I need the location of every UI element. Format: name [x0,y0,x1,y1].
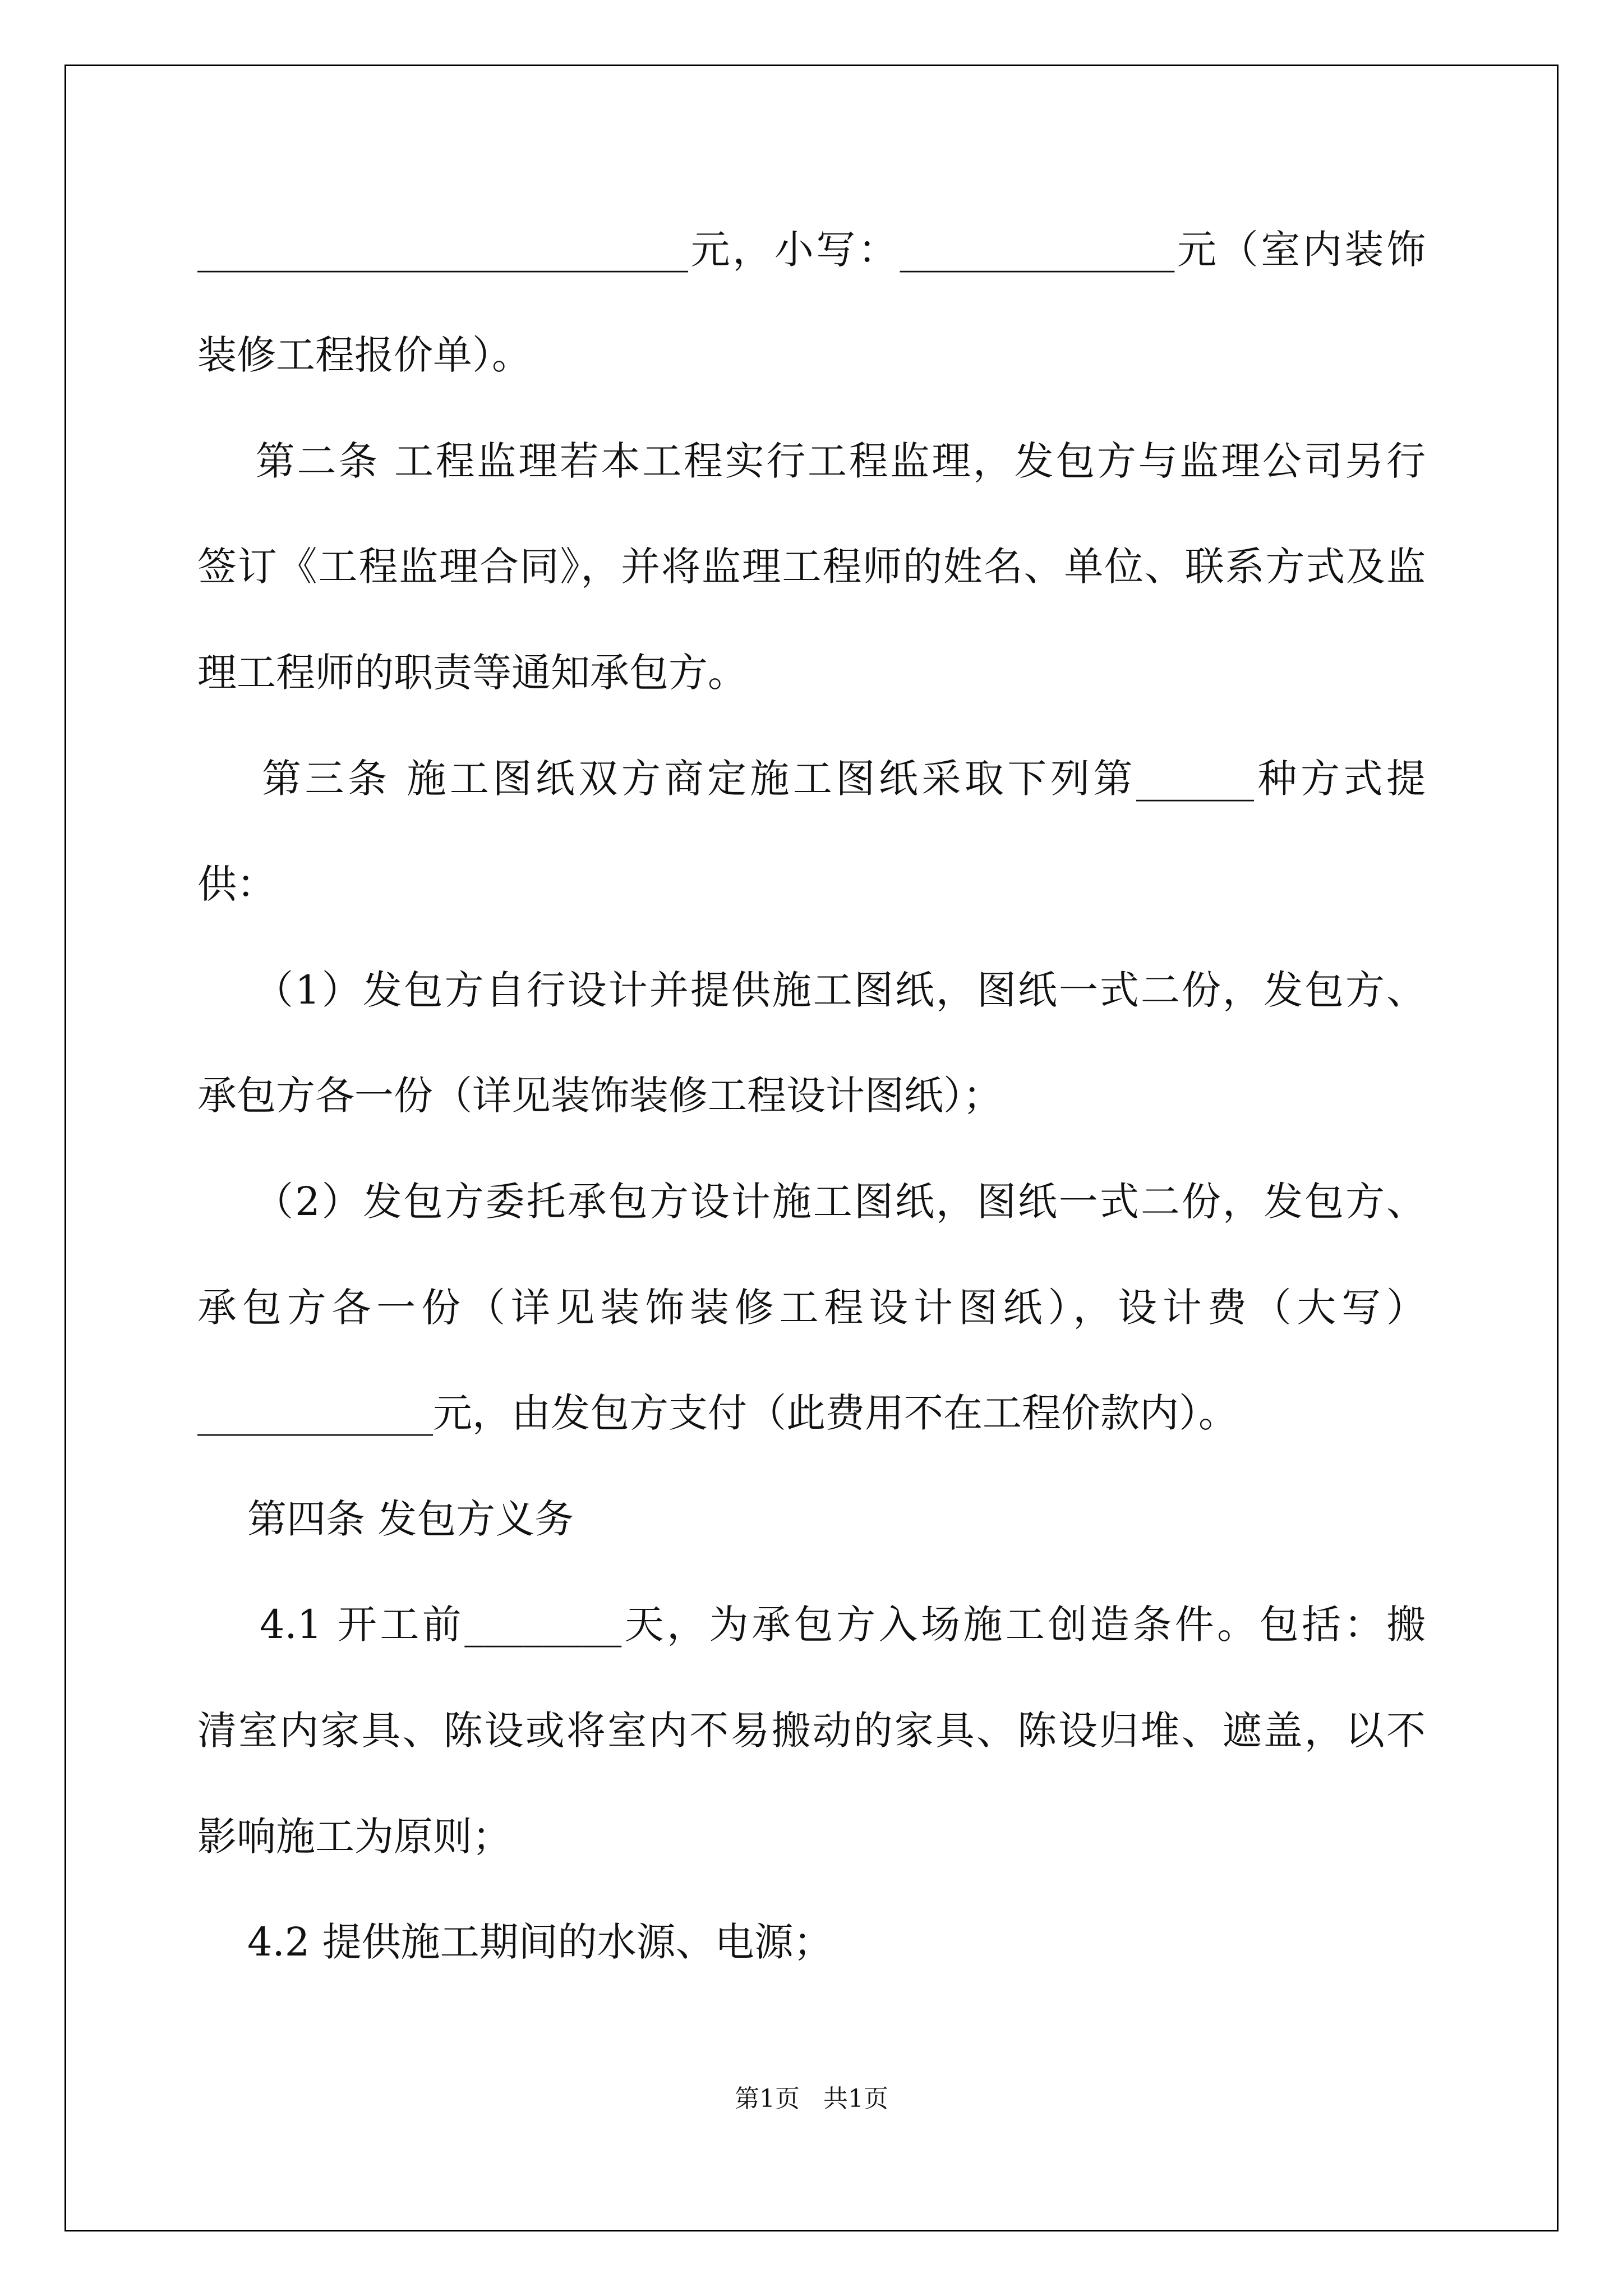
text-line: 理工程师的职责等通知承包方。 [197,650,747,696]
text-line: 第二条 工程监理若本工程实行工程监理，发包方与监理公司另行 [197,438,1426,484]
page-border [64,65,1559,2231]
text-line: 第四条 发包方义务 [197,1496,574,1542]
text-line: _________________________元，小写：______________元（室内装饰 [197,227,1426,273]
page-number: 第1页 共1页 [735,2085,888,2113]
text-line: （2）发包方委托承包方设计施工图纸，图纸一式二份，发包方、 [197,1179,1426,1225]
text-line: （1）发包方自行设计并提供施工图纸，图纸一式二份，发包方、 [197,967,1426,1013]
text-line: ____________元，由发包方支付（此费用不在工程价款内）。 [197,1390,1238,1436]
text-line: 4.2 提供施工期间的水源、电源； [197,1919,833,1965]
text-line: 供： [197,861,276,907]
text-line: 第三条 施工图纸双方商定施工图纸采取下列第______种方式提 [197,756,1426,802]
text-line: 影响施工为原则； [197,1814,511,1860]
text-line: 签订《工程监理合同》，并将监理工程师的姓名、单位、联系方式及监 [197,544,1426,590]
text-line: 装修工程报价单）。 [197,332,531,378]
text-line: 清室内家具、陈设或将室内不易搬动的家具、陈设归堆、遮盖，以不 [197,1708,1426,1754]
text-line: 承包方各一份（详见装饰装修工程设计图纸）； [197,1073,1002,1119]
page-footer [0,2078,1623,2114]
text-line: 承包方各一份（详见装饰装修工程设计图纸），设计费（大写） [197,1285,1426,1331]
text-line: 4.1 开工前________天，为承包方入场施工创造条件。包括：搬 [197,1602,1426,1648]
